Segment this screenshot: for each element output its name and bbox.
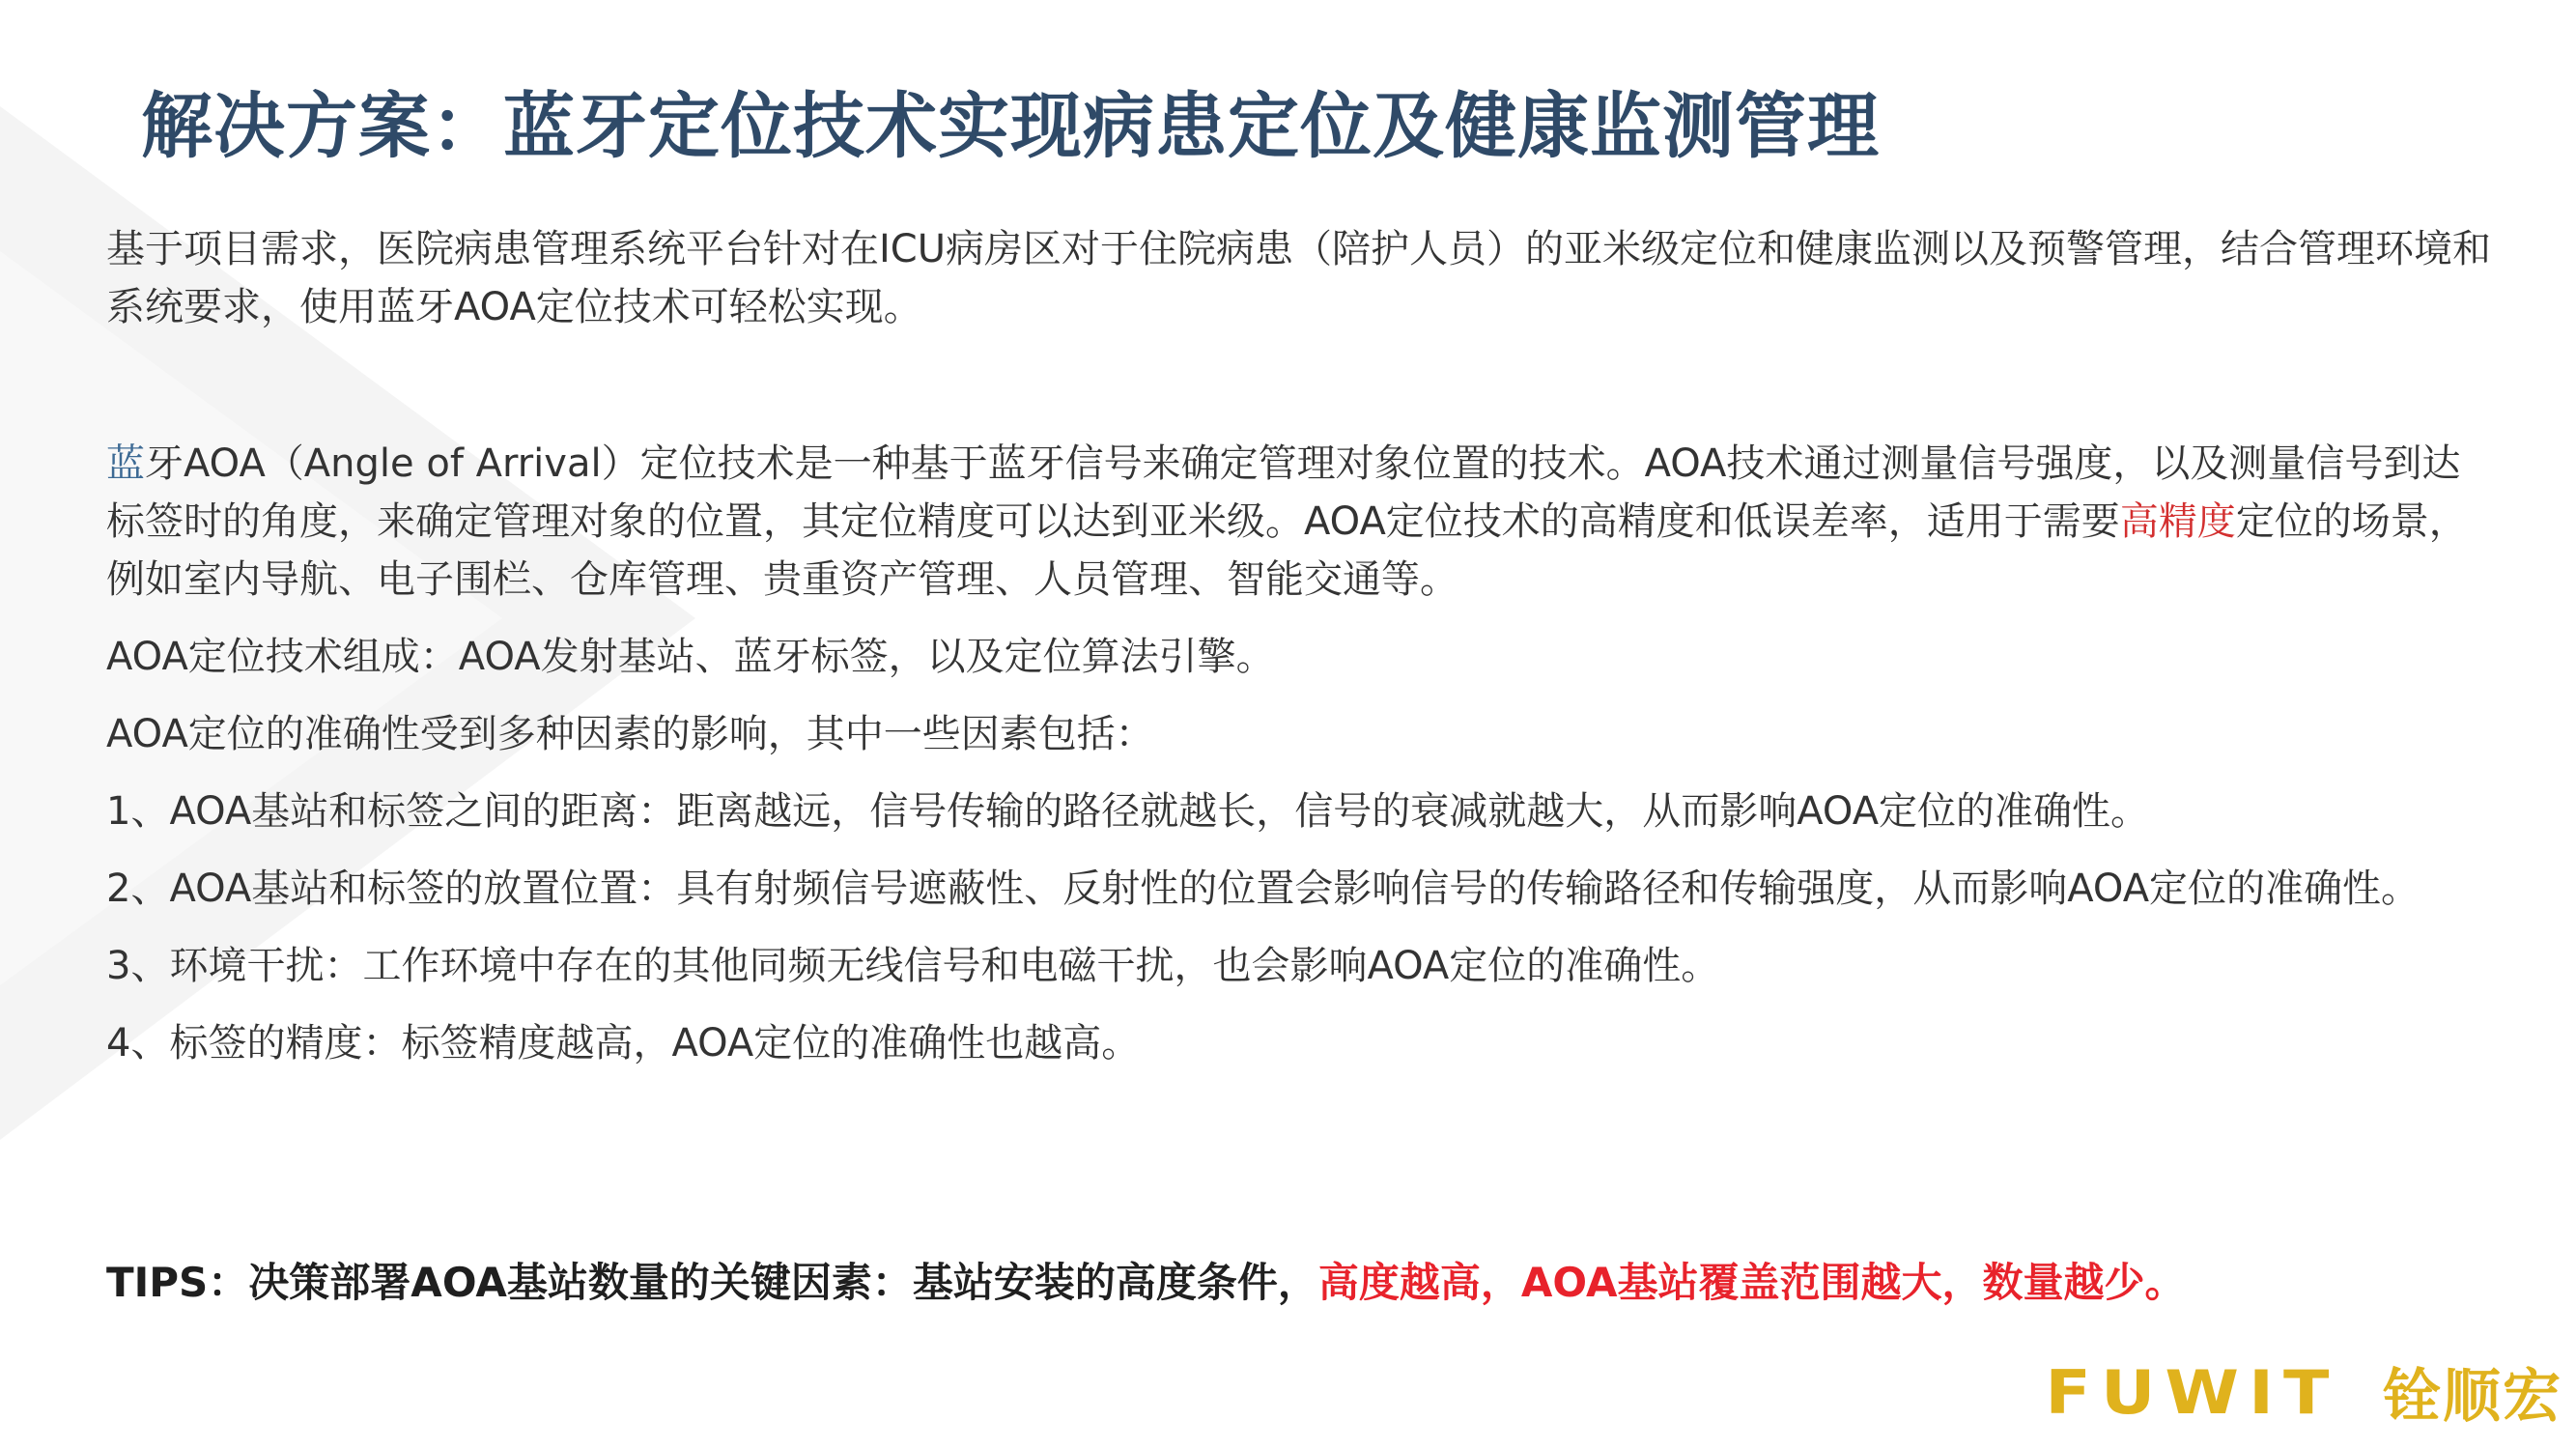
content-body [106, 220, 2492, 1072]
factor-number: 3、 [106, 944, 170, 988]
brand-logo-chinese: 铨顺宏 [2383, 1363, 2562, 1431]
tips-paragraph [106, 1254, 2186, 1312]
factor-text: AOA基站和标签的放置位置：具有射频信号遮蔽性、反射性的位置会影响信号的传输路径和传输强度，从而影响AOA定位的准确性。 [169, 867, 2420, 911]
tips-text: TIPS：决策部署AOA基站数量的关键因素：基站安装的高度条件， [106, 1259, 1318, 1306]
brand-logo-latin: FUWIT [2044, 1356, 2338, 1428]
factors-intro-paragraph: AOA定位的准确性受到多种因素的影响，其中一些因素包括： [106, 712, 1154, 756]
intro-paragraph: 基于项目需求，医院病患管理系统平台针对在ICU病房区对于住院病患（陪护人员）的亚米级定位和健康监测以及预警管理，结合管理环境和系统要求，使用蓝牙AOA定位技术可轻松实现。 [106, 227, 2492, 329]
factor-text: 标签的精度：标签精度越高，AOA定位的准确性也越高。 [169, 1021, 1141, 1065]
factor-number: 2、 [106, 867, 170, 911]
factor-item [106, 860, 2492, 918]
factor-text: AOA基站和标签之间的距离：距离越远，信号传输的路径就越长，信号的衰减就越大，从而影响AOA定位的准确性。 [169, 789, 2150, 834]
factor-item [106, 1014, 2492, 1072]
factor-item [106, 937, 2492, 995]
aoa-description-text-end: 定位的场景，例如室内导航、电子围栏、仓库管理、贵重资产管理、人员管理、智能交通等。 [106, 499, 2468, 602]
aoa-description-highlight: 高精度 [2119, 499, 2236, 544]
factor-text: 环境干扰：工作环境中存在的其他同频无线信号和电磁干扰，也会影响AOA定位的准确性。 [169, 944, 1720, 988]
aoa-description-paragraph [106, 435, 2492, 609]
tips-highlight: 高度越高，AOA基站覆盖范围越大，数量越少。 [1317, 1259, 2186, 1306]
page-title: 解决方案：蓝牙定位技术实现病患定位及健康监测管理 [141, 85, 1880, 168]
factor-number: 1、 [106, 789, 170, 834]
brand-logo [2044, 1356, 2562, 1431]
composition-paragraph: AOA定位技术组成：AOA发射基站、蓝牙标签，以及定位算法引擎。 [106, 635, 1275, 679]
aoa-description-text: 牙AOA（Angle of Arrival）定位技术是一种基于蓝牙信号来确定管理对象位置的技术。AOA技术通过测量信号强度，以及测量信号到达标签时的角度，来确定管理对象的位置，其定位精度可以达到亚米级。AOA定位技术的高精度和低误差率，适用于需要 [106, 441, 2461, 544]
aoa-description-lead: 蓝 [106, 441, 145, 486]
factor-number: 4、 [106, 1021, 170, 1065]
factor-item [106, 782, 2492, 840]
